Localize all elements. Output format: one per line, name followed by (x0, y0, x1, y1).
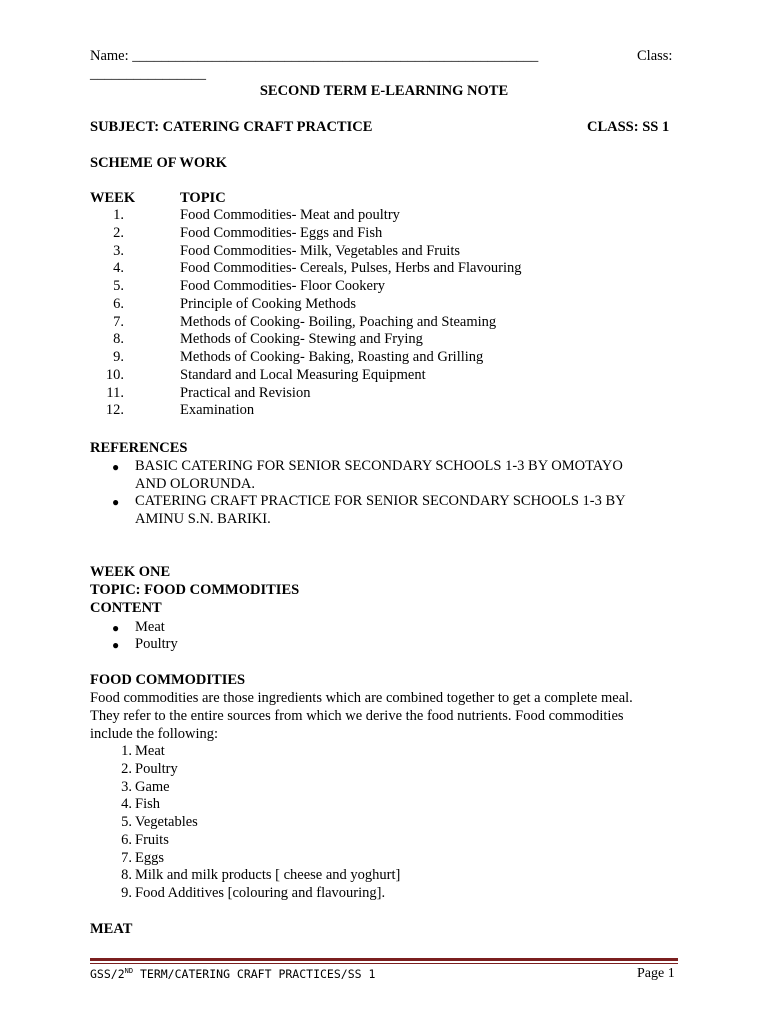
food-commodities-heading: FOOD COMMODITIES (90, 672, 246, 688)
scheme-topic: Food Commodities- Meat and poultry (180, 207, 400, 223)
scheme-topic: Methods of Cooking- Baking, Roasting and Grilling (180, 349, 484, 365)
scheme-week-number: 1. (113, 207, 124, 223)
week-one-topic: TOPIC: FOOD COMMODITIES (90, 582, 300, 598)
content-heading: CONTENT (90, 600, 162, 616)
reference-2-line-1: CATERING CRAFT PRACTICE FOR SENIOR SECONDARY SCHOOLS 1-3 BY (135, 493, 626, 509)
list-number: 4. (121, 796, 132, 813)
name-line (90, 48, 538, 65)
bullet-icon: ● (112, 460, 120, 474)
list-item: Food Additives [colouring and flavouring]. (135, 885, 386, 901)
footer-rule-thin (90, 963, 678, 964)
scheme-topic: Food Commodities- Milk, Vegetables and Fruits (180, 242, 461, 259)
name-blank: ________________________________________________________ (132, 48, 539, 64)
scheme-week-number: 6. (113, 295, 124, 312)
subject-line: SUBJECT: CATERING CRAFT PRACTICE (90, 119, 373, 135)
scheme-week-number: 11. (106, 384, 124, 401)
list-item: Fish (135, 796, 160, 813)
paragraph-line-1: Food commodities are those ingredients which are combined together to get a complete meal. (90, 690, 633, 706)
footer-left-part-b: TERM/CATERING CRAFT PRACTICES/SS 1 (133, 967, 376, 981)
list-number: 1. (121, 743, 132, 759)
bullet-icon: ● (112, 638, 120, 652)
reference-1-line-2: AND OLORUNDA. (135, 476, 256, 492)
meat-heading: MEAT (90, 921, 133, 937)
page-title: SECOND TERM E-LEARNING NOTE (259, 83, 509, 99)
list-item: Eggs (135, 849, 164, 866)
list-number: 8. (121, 867, 132, 884)
references-heading: REFERENCES (90, 440, 188, 456)
paragraph-line-3: include the following: (90, 726, 219, 742)
scheme-topic: Food Commodities- Cereals, Pulses, Herbs and Flavouring (180, 260, 522, 277)
scheme-week-number: 4. (113, 260, 124, 277)
scheme-topic: Methods of Cooking- Stewing and Frying (180, 331, 423, 348)
paragraph-line-2: They refer to the entire sources from which we derive the food nutrients. Food commodities (90, 708, 624, 724)
list-number: 6. (121, 831, 132, 848)
page-number: Page 1 (637, 966, 675, 981)
list-number: 7. (121, 849, 132, 866)
list-item: Game (135, 778, 170, 795)
scheme-topic: Standard and Local Measuring Equipment (180, 366, 426, 383)
list-number: 2. (121, 760, 132, 777)
reference-2-line-2: AMINU S.N. BARIKI. (135, 511, 271, 527)
scheme-week-number: 2. (113, 224, 124, 241)
col-topic-header: TOPIC (180, 190, 226, 206)
week-one-heading: WEEK ONE (90, 564, 171, 580)
bullet-icon: ● (112, 495, 120, 509)
scheme-topic: Practical and Revision (180, 384, 311, 401)
list-item: Poultry (135, 760, 178, 777)
scheme-week-number: 9. (113, 349, 124, 365)
list-number: 9. (121, 885, 132, 901)
reference-1-line-1: BASIC CATERING FOR SENIOR SECONDARY SCHOOLS 1-3 BY OMOTAYO (135, 458, 623, 474)
bullet-icon: ● (112, 621, 120, 635)
scheme-week-number: 8. (113, 331, 124, 348)
scheme-topic: Food Commodities- Eggs and Fish (180, 224, 383, 241)
content-item-poultry: Poultry (135, 636, 178, 652)
scheme-week-number: 7. (113, 313, 124, 330)
scheme-topic: Methods of Cooking- Boiling, Poaching and Steaming (180, 313, 497, 330)
footer-rule (90, 958, 678, 961)
scheme-week-number: 5. (113, 278, 124, 294)
scheme-week-number: 12. (105, 402, 124, 419)
class-blank: ________________ (90, 66, 206, 82)
scheme-topic: Principle of Cooking Methods (180, 295, 357, 312)
class-value: CLASS: SS 1 (587, 119, 670, 135)
scheme-heading: SCHEME OF WORK (90, 155, 227, 171)
col-week-header: WEEK (90, 190, 136, 206)
list-item: Fruits (135, 831, 169, 848)
list-number: 3. (121, 778, 132, 795)
list-number: 5. (121, 814, 132, 830)
scheme-week-number: 3. (113, 242, 124, 259)
scheme-topic: Food Commodities- Floor Cookery (180, 278, 386, 294)
footer-left (90, 967, 375, 981)
name-label: Name: (90, 48, 129, 64)
class-label: Class: (637, 48, 673, 64)
list-item: Meat (135, 743, 165, 759)
content-item-meat: Meat (135, 619, 165, 635)
scheme-topic: Examination (180, 402, 255, 419)
footer-left-part-a: GSS/2 (90, 967, 125, 981)
list-item: Milk and milk products [ cheese and yoghurt] (135, 867, 401, 884)
list-item: Vegetables (135, 814, 198, 830)
footer-sup: ND (124, 967, 134, 976)
scheme-week-number: 10. (105, 366, 124, 383)
